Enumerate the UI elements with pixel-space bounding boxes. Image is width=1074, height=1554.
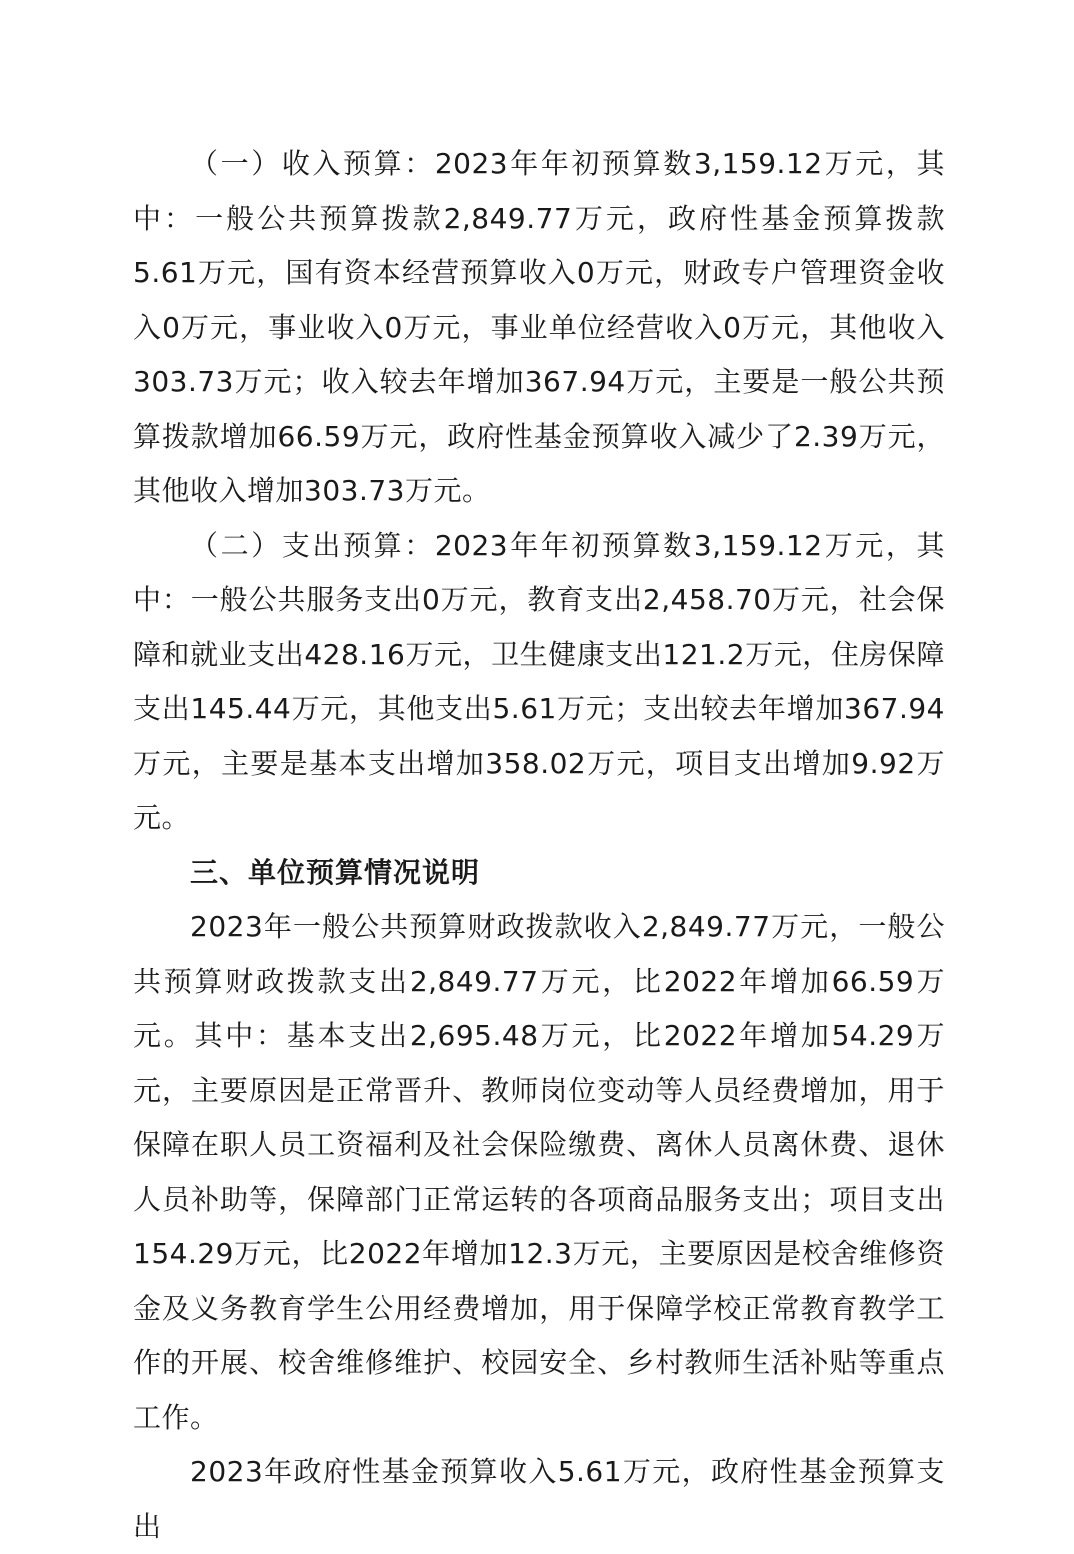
section-heading: 三、单位预算情况说明 xyxy=(190,855,481,889)
fund-budget-paragraph: 2023年政府性基金预算收入5.61万元，政府性基金预算支出 xyxy=(133,1455,945,1543)
general-budget-paragraph: 2023年一般公共预算财政拨款收入2,849.77万元，一般公共预算财政拨款支出2,849.77万元，比2022年增加66.59万元。其中：基本支出2,695.48万元，比2022年增加54.29万元，主要原因是正常晋升、教师岗位变动等人员经费增加，用于保障在职人员工资福利及社会保险缴费、离休人员离休费、退休人员补助等，保障部门正常运转的各项商品服务支出；项目支出154.29万元，比2022年增加12.3万元，主要原因是校舍维修资金及义务教育学生公用经费增加，用于保障学校正常教育教学工作的开展、校舍维修维护、校园安全、乡村教师生活补贴等重点工作。 xyxy=(133,910,945,1434)
document-body xyxy=(133,137,945,1554)
income-budget-paragraph: （一）收入预算：2023年年初预算数3,159.12万元，其中：一般公共预算拨款2,849.77万元，政府性基金预算拨款5.61万元，国有资本经营预算收入0万元，财政专户管理资金收入0万元，事业收入0万元，事业单位经营收入0万元，其他收入303.73万元；收入较去年增加367.94万元，主要是一般公共预算拨款增加66.59万元，政府性基金预算收入减少了2.39万元，其他收入增加303.73万元。 xyxy=(133,147,945,507)
expenditure-budget-paragraph: （二）支出预算：2023年年初预算数3,159.12万元，其中：一般公共服务支出0万元，教育支出2,458.70万元，社会保障和就业支出428.16万元，卫生健康支出121.2万元，住房保障支出145.44万元，其他支出5.61万元；支出较去年增加367.94万元，主要是基本支出增加358.02万元，项目支出增加9.92万元。 xyxy=(133,528,945,834)
